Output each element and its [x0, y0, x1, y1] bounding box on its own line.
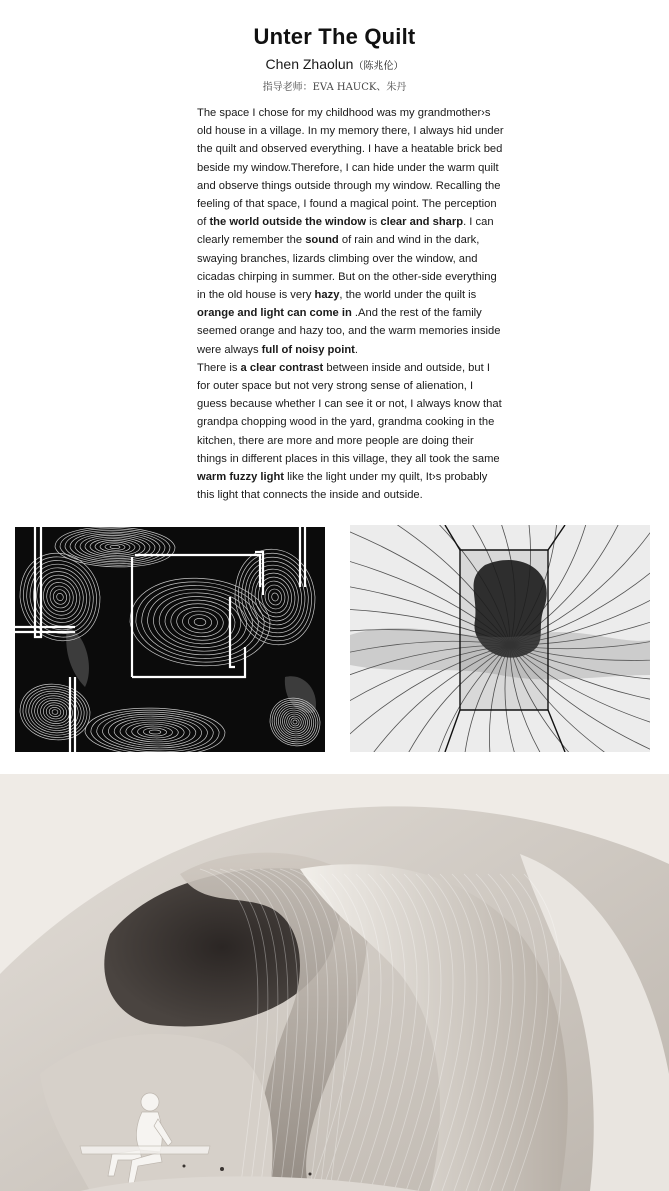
contour-drawing-graphic	[15, 527, 325, 752]
header	[0, 22, 669, 95]
model-photo-image	[0, 774, 669, 1191]
emphasis-text: warm fuzzy light	[197, 471, 285, 484]
body-paragraph	[197, 359, 505, 505]
body-text-run: , the world under the quilt is	[339, 289, 477, 302]
emphasis-text: hazy	[314, 289, 340, 302]
body-text-run: . I can clearly remember the	[197, 216, 494, 247]
body-paragraph	[197, 104, 505, 359]
emphasis-text: clear and sharp	[380, 216, 464, 229]
body-text-run: There is	[197, 361, 241, 374]
body-text-run: The space I chose for my childhood was my grandmother›s old house in a village. In my memory there, I always hid under the quilt and observed everything. I have a heatable brick bed beside my window.Therefore, I can hide under the warm quilt and observe things outside through my window. Recalling the feeling of that space, I found a magical point. The perception of	[197, 107, 504, 229]
body-text-run: like the light under my quilt, It›s probably this light that connects the inside and outside.	[197, 471, 488, 502]
emphasis-text: the world outside the window	[209, 216, 367, 229]
emphasis-text: full of noisy point	[261, 343, 355, 356]
body-text-run: of rain and wind in the dark, swaying branches, lizards climbing over the window, and cicadas chirping in summer. But on the other-side everything in the old house is very	[197, 234, 497, 302]
advisor-line: 指导老师：EVA HAUCK、朱丹	[262, 82, 407, 93]
body-text	[197, 104, 505, 504]
contour-drawing-image	[15, 527, 325, 752]
emphasis-text: a clear contrast	[240, 361, 324, 374]
radiating-lines-drawing-image	[350, 525, 650, 752]
author-name: Chen Zhaolun	[265, 56, 354, 72]
page-title: Unter The Quilt	[253, 24, 416, 49]
radiating-lines-graphic	[350, 525, 650, 752]
body-text-run: .And the rest of the family seemed orange and hazy too, and the warm memories inside were always	[197, 307, 501, 356]
author-line	[0, 54, 669, 77]
body-text-run: between inside and outside, but I for outer space but not very strong sense of alienation, I guess because whether I can see it or not, I always know that grandpa chopping wood in the yard, grandma cooking in the kitchen, there are more and more people are doing their things in different places in this village, they all took the same	[197, 361, 502, 465]
emphasis-text: orange and light can come in	[197, 307, 352, 320]
model-photo-graphic	[0, 774, 669, 1191]
emphasis-text: sound	[305, 234, 339, 247]
body-text-run: is	[366, 216, 381, 229]
author-name-cn: （陈兆伦）	[353, 61, 404, 72]
body-text-run: .	[354, 343, 358, 356]
